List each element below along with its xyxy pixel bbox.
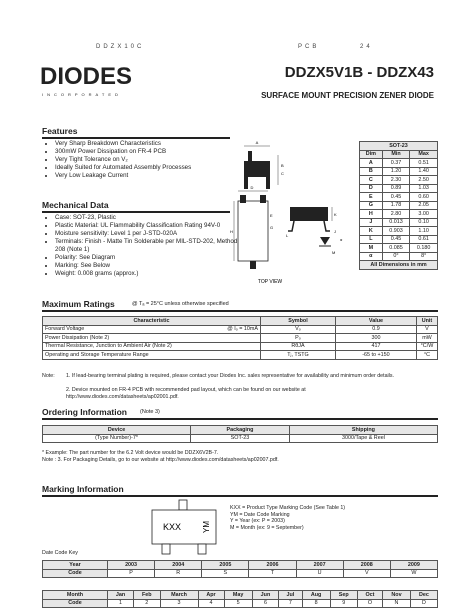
rating-symbol: RθJA [260,342,335,351]
table-row [360,176,438,185]
table-row [43,351,438,360]
dim-cell: 2.05 [410,201,438,210]
month-code-cell: 8 [302,599,330,608]
mechanical-item: • Weight: 0.008 grams (approx.) [55,270,241,278]
top-view-label: TOP VIEW [257,279,283,285]
package-lead [248,151,252,161]
ordering-rule [42,418,438,420]
ordering-cell: (Type Number)-7* [43,434,191,443]
mechanical-rule [42,211,230,213]
header-page-no: 24 [360,44,373,50]
year-row-label: Year [43,561,108,570]
year-code-cell: P [108,569,155,578]
rating-symbol: Vₒ [260,325,335,334]
feature-item: • Very Low Leakage Current [55,172,235,180]
company-logo-sub: INCORPORATED [42,92,122,97]
dim-cell: 2.80 [382,210,410,219]
ordering-heading: Ordering Information [42,407,127,417]
table-row [43,591,438,600]
table-row [360,210,438,219]
month-cell: Apr [198,591,224,600]
table-row [43,599,438,608]
ratings-heading: Maximum Ratings [42,299,115,309]
month-cell: Jan [108,591,134,600]
ordering-note: Note : 3. For Packaging Details, go to our website at http://www.diodes.com/datasheets/ap02007.pdf. [42,457,279,463]
rating-unit: °C [416,351,437,360]
package-lead [240,195,246,203]
table-row [43,342,438,351]
table-row [360,184,438,193]
package-lead [198,544,206,554]
dim-cell: C [360,176,383,185]
dim-cell: 0.37 [382,159,410,168]
month-code-cell: 7 [279,599,302,608]
month-code-cell: 4 [198,599,224,608]
mechanical-item: • Moisture sensitivity: Level 1 per J-STD-020A [55,230,241,238]
dim-cell: 0.013 [382,218,410,227]
rating-characteristic: Thermal Resistance, Junction to Ambient Air (Note 2) [43,342,261,351]
month-code-cell: 1 [108,599,134,608]
ordering-table [42,425,438,443]
year-code-cell: V [343,569,390,578]
dimension-header: Max [410,150,438,159]
note-item: 1. If lead-bearing terminal plating is required, please contact your Diodes Inc. sales representative for availability and minimum order details. [66,373,394,379]
dim-label: H [230,229,233,234]
month-cell: Feb [134,591,161,600]
feature-item: • Very Sharp Breakdown Characteristics [55,140,235,148]
month-cell: Jul [279,591,302,600]
year-cell: 2003 [108,561,155,570]
dim-cell: 0° [382,252,410,261]
dim-label: A [255,140,259,145]
table-row [43,434,438,443]
dim-cell: 0.45 [382,235,410,244]
dim-cell: 8° [410,252,438,261]
dim-label: C [281,171,284,176]
table-row [360,167,438,176]
part-subtitle: SURFACE MOUNT PRECISION ZENER DIODE [261,91,434,100]
month-cell: Jun [252,591,279,600]
ratings-header: Unit [416,317,437,326]
dim-cell: M [360,244,383,253]
year-code-cell: S [202,569,249,578]
year-cell: 2005 [202,561,249,570]
features-rule [42,137,230,139]
ratings-table [42,316,438,360]
ratings-condition: @ Tₐ = 25°C unless otherwise specified [132,301,229,307]
dim-label: K [334,212,337,217]
mechanical-list [44,214,241,278]
dim-cell: 0.61 [410,235,438,244]
dimension-table [359,141,438,270]
dim-cell: 1.03 [410,184,438,193]
dim-cell: 1.10 [410,227,438,236]
mechanical-item: • Polarity: See Diagram [55,254,241,262]
rating-unit: °C/W [416,342,437,351]
marking-code-text: KXX [162,522,182,532]
dim-cell: 1.40 [410,167,438,176]
mechanical-item: • Plastic Material: UL Flammability Classification Rating 94V-0 [55,222,241,230]
marking-diagram [150,498,220,558]
month-code-cell: 5 [224,599,252,608]
month-cell: May [224,591,252,600]
package-lead [179,500,187,510]
dim-label: M [332,250,336,255]
marking-rule [42,495,438,497]
rating-condition: @ Iₒ = 10mA [163,325,260,334]
ordering-header: Packaging [191,426,290,435]
ratings-header: Symbol [260,317,335,326]
package-lead [250,261,256,269]
date-code-key-label: Date Code Key [42,550,78,556]
table-row [360,193,438,202]
month-cell: Sep [330,591,357,600]
dimension-table-title: SOT-23 [360,142,438,151]
table-row [360,218,438,227]
package-side-view [290,207,328,221]
marking-heading: Marking Information [42,484,124,494]
feature-item: • Ideally Suited for Automated Assembly Processes [55,164,235,172]
month-cell: Dec [410,591,437,600]
dim-cell: 0.89 [382,184,410,193]
dim-label: B [281,163,284,168]
dim-cell: 1.78 [382,201,410,210]
marking-legend-item: YM = Date Code Marking [230,511,290,518]
ordering-example: * Example: The part number for the 6.2 Volt device would be DDZX6V2B-7. [42,450,219,456]
month-cell: Oct [357,591,382,600]
dim-cell: 0.10 [410,218,438,227]
rating-symbol: Tⱼ, TSTG [260,351,335,360]
dim-cell: 1.20 [382,167,410,176]
mechanical-item: • Case: SOT-23, Plastic [55,214,241,222]
month-code-cell: 6 [252,599,279,608]
dim-cell: 0.903 [382,227,410,236]
table-row [43,561,438,570]
table-row [360,235,438,244]
rating-value: 0.9 [335,325,416,334]
table-row [360,159,438,168]
dim-cell: L [360,235,383,244]
dim-cell: 0.51 [410,159,438,168]
table-row [360,244,438,253]
ordering-note-ref: (Note 3) [140,409,160,415]
code-row-label: Code [43,569,108,578]
marking-legend-item: KXX = Product Type Marking Code (See Table 1) [230,505,346,511]
note-item: 2. Device mounted on FR-4 PCB with recommended pad layout, which can be found on our website at http://www.diodes.com/datasheets/ap02001.pdf. [66,387,306,400]
year-cell: 2004 [155,561,202,570]
month-code-cell: 3 [160,599,198,608]
dim-cell: α [360,252,383,261]
dim-cell: 0.45 [382,193,410,202]
table-row [360,227,438,236]
dimension-header: Min [382,150,410,159]
package-lead [266,177,270,189]
rating-characteristic: Operating and Storage Temperature Range [43,351,261,360]
dim-label: L [286,233,289,238]
dim-cell: E [360,193,383,202]
package-lead [288,221,294,231]
package-lead [162,544,170,554]
dim-label: J [334,229,336,234]
header-pcb-note: PCB [298,44,320,50]
features-heading: Features [42,126,78,136]
ordering-header: Shipping [289,426,437,435]
dim-cell: B [360,167,383,176]
month-code-cell: 9 [330,599,357,608]
package-body-side [244,161,270,177]
code-row-label: Code [43,599,108,608]
zener-diode-symbol [320,237,330,245]
header-left-note: DDZX10C [96,44,145,50]
month-code-table [42,590,438,608]
ordering-header: Device [43,426,191,435]
dim-cell: 3.00 [410,210,438,219]
dim-cell: 0.60 [410,193,438,202]
mechanical-item: • Marking: See Below [55,262,241,270]
marking-legend [230,505,440,531]
dim-cell: D [360,184,383,193]
ratings-header: Value [335,317,416,326]
dim-cell: G [360,201,383,210]
dim-cell: K [360,227,383,236]
month-cell: March [160,591,198,600]
package-lead [324,221,330,231]
marking-legend-item: Y = Year (ex: P = 2003) [230,518,285,524]
ratings-header: Characteristic [43,317,261,326]
year-code-cell: R [155,569,202,578]
month-cell: Aug [302,591,330,600]
mechanical-heading: Mechanical Data [42,200,109,210]
rating-characteristic: Power Dissipation (Note 2) [43,334,261,343]
ratings-rule [42,310,438,312]
rating-unit: mW [416,334,437,343]
month-code-cell: N [383,599,411,608]
year-code-cell: U [296,569,343,578]
table-row [43,569,438,578]
dim-cell: 2.30 [382,176,410,185]
rating-value: -65 to +150 [335,351,416,360]
package-top-view-outline [238,201,268,261]
year-cell: 2009 [390,561,437,570]
ordering-cell: SOT-23 [191,434,290,443]
dim-cell: H [360,210,383,219]
table-row [360,201,438,210]
month-row-label: Month [43,591,108,600]
month-cell: Nov [383,591,411,600]
marking-legend-item: M = Month (ex: 9 = September) [230,524,304,531]
year-code-table [42,560,438,578]
marking-date-code-text: YM [202,521,211,533]
table-row [43,325,438,334]
table-row [43,334,438,343]
dim-label: G [270,225,274,230]
year-cell: 2006 [249,561,296,570]
dim-label: E [270,213,273,218]
dim-cell: 0.180 [410,244,438,253]
dim-label: D [250,185,254,190]
features-list [44,140,235,180]
table-row [360,252,438,261]
package-lead [244,177,248,189]
year-cell: 2007 [296,561,343,570]
package-lead [260,195,266,203]
company-logo: DIODES [40,63,133,90]
part-title: DDZX5V1B - DDZX43 [284,64,434,81]
rating-characteristic: Forward Voltage [43,325,164,334]
dim-cell: J [360,218,383,227]
year-code-cell: T [249,569,296,578]
ordering-cell: 3000/Tape & Reel [289,434,437,443]
notes-label: Note: [42,373,55,379]
dimension-header: Dim [360,150,383,159]
month-code-cell: D [410,599,437,608]
rating-value: 417 [335,342,416,351]
feature-item: • 300mW Power Dissipation on FR-4 PCB [55,148,235,156]
year-code-cell: W [390,569,437,578]
dim-cell: A [360,159,383,168]
feature-item: • Very Tight Tolerance on V₂ [55,156,235,164]
mechanical-item: • Terminals: Finish - Matte Tin Solderable per MIL-STD-202, Method 208 (Note 1) [55,238,241,254]
dimension-table-footer: All Dimensions in mm [360,261,438,270]
rating-value: 300 [335,334,416,343]
year-cell: 2008 [343,561,390,570]
dim-cell: 2.50 [410,176,438,185]
rating-symbol: Pₒ [260,334,335,343]
package-outline-diagram [230,137,355,287]
month-code-cell: 2 [134,599,161,608]
rating-unit: V [416,325,437,334]
dim-label: α [340,237,343,242]
month-code-cell: O [357,599,382,608]
dim-cell: 0.085 [382,244,410,253]
